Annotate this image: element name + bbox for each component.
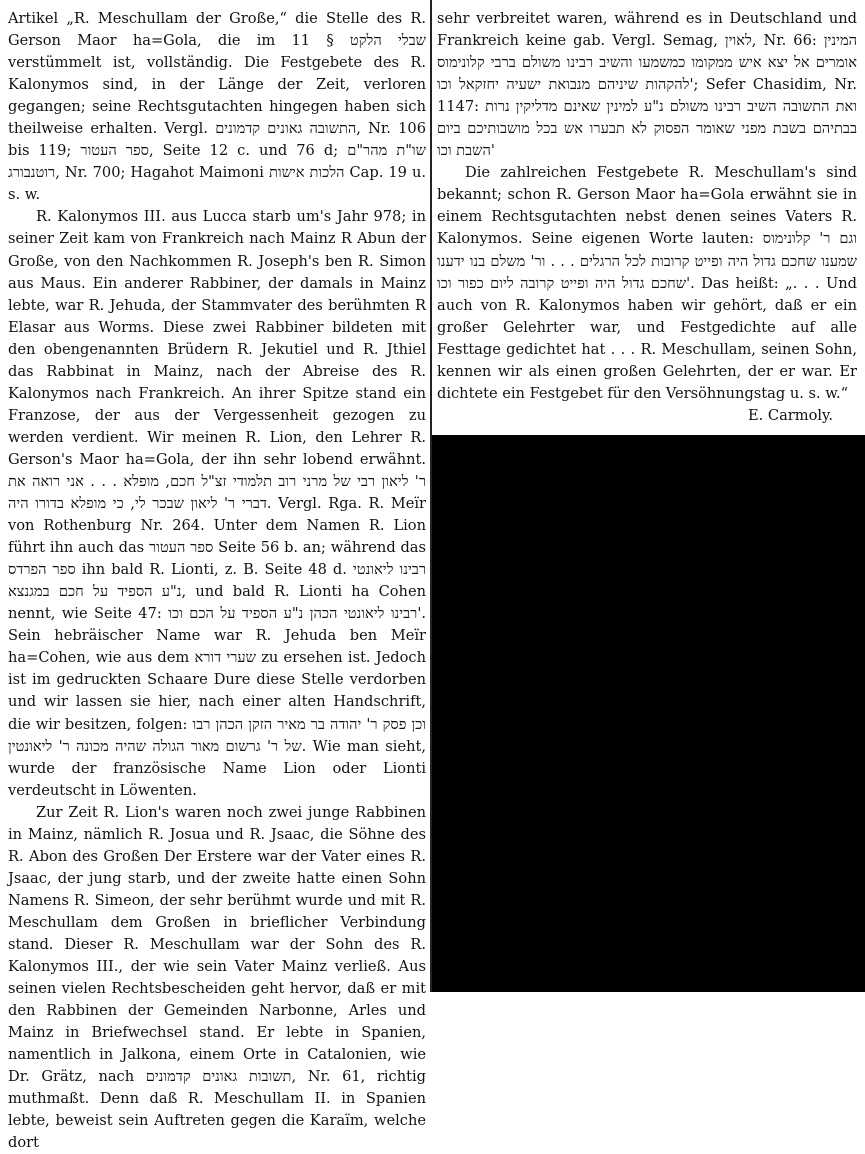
left-paragraph-2: R. Kalonymos III. aus Lucca starb um's Jahr 978; in seiner Zeit kam von Frankreich nach Mainz R Abun der Große, von den Nachkommen R. Joseph's ben R. Simon aus Maus. Ein anderer Rabbiner, der damals in Mainz lebte, war R. Jehuda, der Stammvater des berühmten R Elasar aus Worms. Diese zwei Rabbiner bildeten mit den obengenannten Brüdern R. Jekutiel und R. Jthiel das Rabbinat in Mainz, nach der Abreise des R. Kalonymos nach Frankreich. An ihrer Spitze stand ein Franzose, der aus der Vergessenheit gezogen zu werden verdient. Wir meinen R. Lion, den Lehrer R. Gerson's Maor ha=Gola, der ihn sehr lobend erwähnt. ר' ליאון רבי של מרני רוב תלמודי זצ"ל חכם, מופלא . . . אני רואה את דברי ר' ליאון שבכר לי, כי מופלא בדורו היה. Vergl. Rga. R. Meïr von Rothenburg Nr. 264. Unter dem Namen R. Lion führt ihn auch das ספר העטור Seite 56 b. an; während das ספר הפרדס ihn bald R. Lionti, z. B. Seite 48 d. רבינו ליאונטי נ"ע הספיד על חכם במגנצא, und bald R. Lionti ha Cohen nennt, wie Seite 47: רבינו ליאונטי הכהן נ"ע הספיד על הכם וכו'. Sein hebräischer Name war R. Jehuda ben Meïr ha=Cohen, wie aus dem שערי דורא zu ersehen ist. Jedoch ist im gedruckten Schaare Dure diese Stelle verdorben und wir lassen sie hier, nach einer alten Handschrift, die wir besitzen, folgen: וכן פסק ר' יהודה בר מאיר הזקן הכהן רבו של ר' גרשום מאור הגולה שהיה מכונה ר' ליאונטין. Wie man sieht, wurde der französische Name Lion oder Lionti verdeutscht in Löwenten. (8, 208, 427, 799)
left-text-column (8, 8, 427, 1152)
blacked-out-region (432, 435, 865, 992)
left-paragraph-1: Artikel „R. Meschullam der Große,“ die Stelle des R. Gerson Maor ha=Gola, die im שבלי הלקט § 11 verstümmelt ist, vollständig. Die Festgebete des R. Kalonymos sind, in der Länge der Zeit, verloren gegangen; seine Rechtsgutachten hingegen haben sich theilweise erhalten. Vergl. התשובה גאונים קדמונים, Nr. 106 bis 119; ספר העטור, Seite 12 c. und 76 d; שו"ת מהר"ם רוטנבורג, Nr. 700; Hagahot Maimoni הלכות אישות Cap. 19 u. s. w. (8, 10, 427, 204)
right-paragraph-1: sehr verbreitet waren, während es in Deutschland und Frankreich keine gab. Vergl. Semag, לאוין, Nr. 66: המינין אומרים אל יצא איש ממקומו כמשמעו והשיב רבינו משולם ברבי קלונימוס להקהות שיניהם מנבואת ישעיה יחזקאל וכו'; Sefer Chasidim, Nr. 1147: ואת התשובה השיב רבינו משולם נ"ע למינין שאינם מדליקין נרות בבתיהם בשבת מפני שאומר הפסוק לא תבערו אש בכל מושבותיכם ביום השבת וכו' (437, 10, 857, 160)
author-signature: E. Carmoly. (747, 406, 833, 424)
right-paragraph-2: Die zahlreichen Festgebete R. Meschullam's sind bekannt; schon R. Gerson Maor ha=Gola erwähnt sie in einem Rechtsgutachten nebst denen seines Vaters R. Kalonymos. Seine eigenen Worte lauten: וגם ר' קלונימוס שמענו שחכם גדול היה ופייט קרובות לכל הרגלים . . . ור' משלם בנו ידענו שחכם גדול היה ופייט קרובה ליום כפור וכו'. Das heißt: „. . . Und auch von R. Kalonymos haben wir gehört, daß er ein großer Gelehrter war, und Festgedichte auf alle Festtage gedichtet hat . . . R. Meschullam, seinen Sohn, kennen wir als einen großen Gelehrten, der er war. Er dichtete ein Festgebet für den Versöhnungstag u. s. w.“ (437, 164, 857, 402)
right-text-column (437, 8, 857, 424)
left-paragraph-3: Zur Zeit R. Lion's waren noch zwei junge Rabbinen in Mainz, nämlich R. Josua und R. Jsaac, die Söhne des R. Abon des Großen Der Erstere war der Vater eines R. Jsaac, der jung starb, und der zweite hatte einen Sohn Namens R. Simeon, der sehr berühmt wurde und mit R. Meschullam dem Großen in brieflicher Verbindung stand. Dieser R. Meschullam war der Sohn des R. Kalonymos III., der wie sein Vater Mainz verließ. Aus seinen vielen Rechtsbescheiden geht hervor, daß er mit den Rabbinen der Gemeinden Narbonne, Arles und Mainz in Briefwechsel stand. Er lebte in Spanien, namentlich in Jalkona, einem Orte in Catalonien, wie Dr. Grätz, nach תשובות גאונים קדמונים, Nr. 61, richtig muthmaßt. Denn daß R. Meschullam II. in Spanien lebte, beweist sein Auftreten gegen die Karaïm, welche dort (8, 803, 427, 1152)
